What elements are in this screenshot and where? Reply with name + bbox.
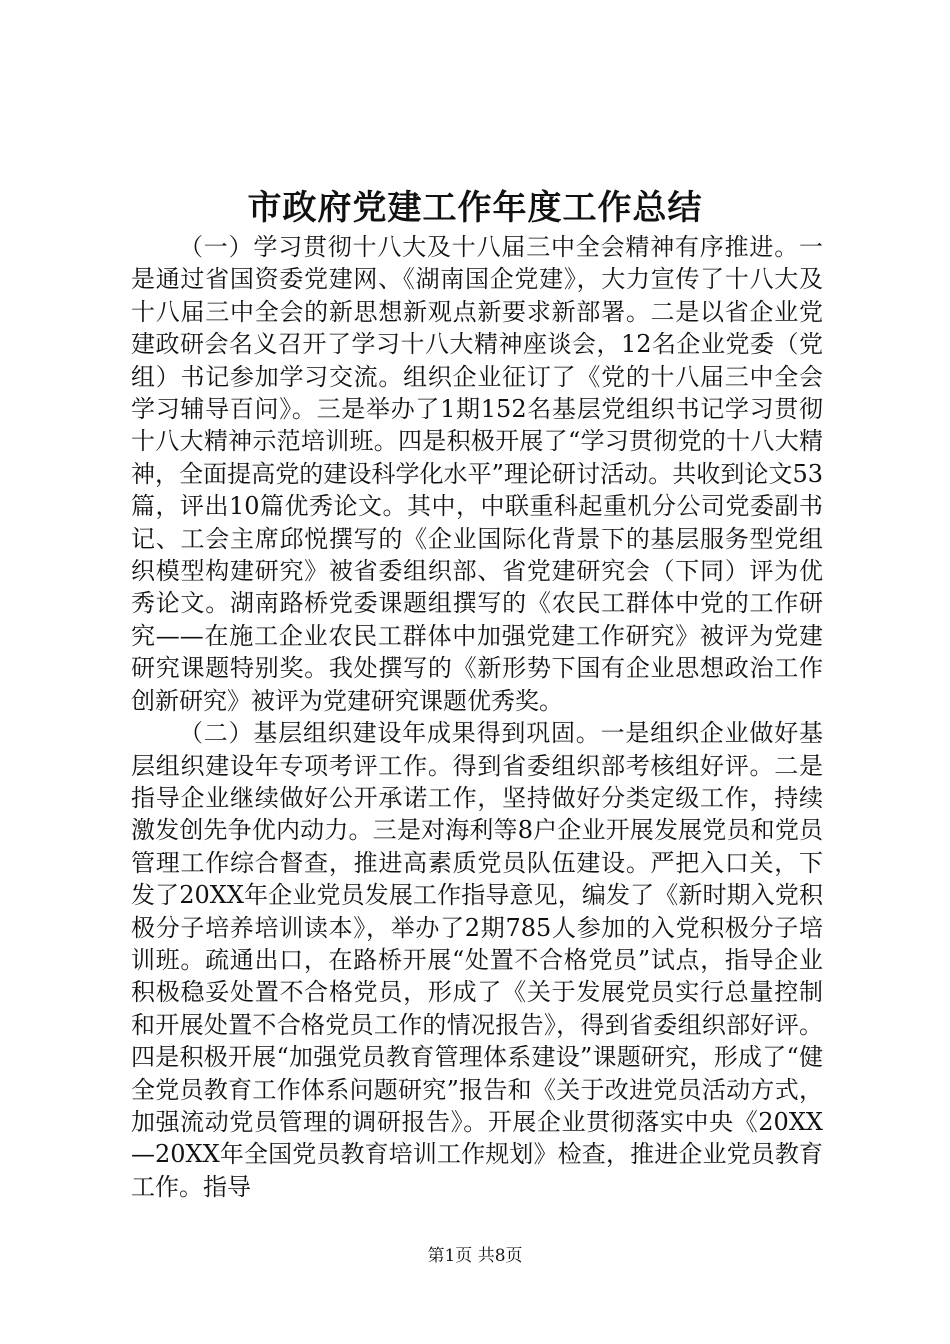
paragraph-section-two: （二）基层组织建设年成果得到巩固。一是组织企业做好基层组织建设年专项考评工作。得到省委组织部考核组好评。二是指导企业继续做好公开承诺工作，坚持做好分类定级工作，持续激发创先争优内动力。三是对海利等8户企业开展发展党员和党员管理工作综合督查，推进高素质党员队伍建设。严把入口关，下发了20XX年企业党员发展工作指导意见，编发了《新时期入党积极分子培养培训读本》，举办了2期785人参加的入党积极分子培训班。疏通出口，在路桥开展“处置不合格党员”试点，指导企业积极稳妥处置不合格党员，形成了《关于发展党员实行总量控制和开展处置不合格党员工作的情况报告》，得到省委组织部好评。四是积极开展“加强党员教育管理体系建设”课题研究，形成了“健全党员教育工作体系问题研究”报告和《关于改进党员活动方式，加强流动党员管理的调研报告》。开展企业贯彻落实中央《20XX—20XX年全国党员教育培训工作规划》检查，推进企业党员教育工作。指导: [131, 719, 823, 1201]
document-body: [131, 231, 823, 1203]
page-number-footer: 第1页 共8页: [427, 1246, 523, 1266]
document-title: 市政府党建工作年度工作总结: [247, 188, 703, 228]
paragraph-section-one: （一）学习贯彻十八大及十八届三中全会精神有序推进。一是通过省国资委党建网、《湖南国企党建》，大力宣传了十八大及十八届三中全会的新思想新观点新要求新部署。二是以省企业党建政研会名义召开了学习十八大精神座谈会，12名企业党委（党组）书记参加学习交流。组织企业征订了《党的十八届三中全会学习辅导百问》。三是举办了1期152名基层党组织书记学习贯彻十八大精神示范培训班。四是积极开展了“学习贯彻党的十八大精神，全面提高党的建设科学化水平”理论研讨活动。共收到论文53篇，评出10篇优秀论文。其中，中联重科起重机分公司党委副书记、工会主席邱悦撰写的《企业国际化背景下的基层服务型党组织模型构建研究》被省委组织部、省党建研究会（下同）评为优秀论文。湖南路桥党委课题组撰写的《农民工群体中党的工作研究——在施工企业农民工群体中加强党建工作研究》被评为党建研究课题特别奖。我处撰写的《新形势下国有企业思想政治工作创新研究》被评为党建研究课题优秀奖。: [131, 233, 823, 715]
